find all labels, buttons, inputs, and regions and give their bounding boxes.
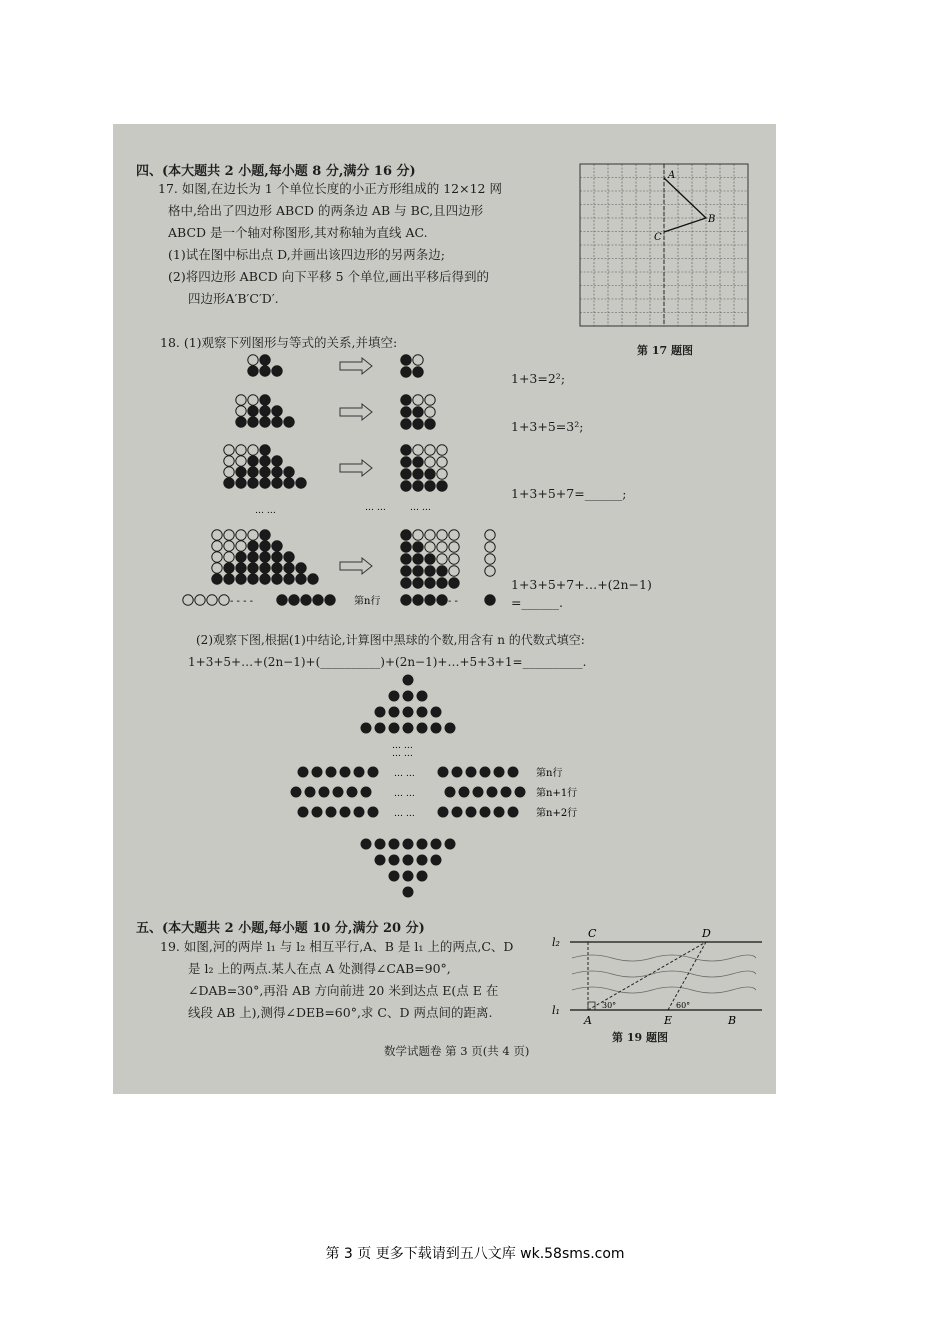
row-n-dashes-left: - - - - (230, 596, 254, 607)
black-ball (487, 787, 498, 798)
q19-line-4: 线段 AB 上),测得∠DEB=60°,求 C、D 两点间的距离. (188, 1005, 493, 1020)
black-ball (375, 839, 386, 850)
black-ball (284, 552, 294, 562)
label-a: A (668, 170, 676, 181)
white-ball (485, 566, 495, 576)
ellipsis: … … (394, 769, 415, 779)
ellipsis: … … (392, 749, 413, 759)
black-ball (389, 855, 400, 866)
black-ball (248, 417, 258, 427)
white-ball (449, 530, 459, 540)
black-ball (431, 707, 442, 718)
white-ball (413, 395, 423, 405)
black-ball (401, 457, 411, 467)
black-ball (291, 787, 302, 798)
hollow-arrow-icon (340, 404, 372, 420)
black-ball (260, 541, 270, 551)
exam-page-number: 数学试题卷 第 3 页(共 4 页) (384, 1044, 530, 1058)
section4-header: 四、(本大题共 2 小题,每小题 8 分,满分 16 分) (136, 164, 416, 179)
black-ball (413, 457, 423, 467)
q18-intro: 18. (1)观察下列图形与等式的关系,并填空: (160, 335, 398, 350)
black-ball (312, 807, 323, 818)
black-ball (375, 707, 386, 718)
black-ball (248, 574, 258, 584)
section5-header: 五、(本大题共 2 小题,每小题 10 分,满分 20 分) (136, 921, 425, 936)
black-ball (438, 807, 449, 818)
white-ball (485, 554, 495, 564)
black-ball (494, 807, 505, 818)
black-ball (361, 839, 372, 850)
black-ball (212, 574, 222, 584)
white-ball (224, 456, 234, 466)
black-ball (272, 478, 282, 488)
q17-line-1: 17. 如图,在边长为 1 个单位长度的小正方形组成的 12×12 网 (158, 181, 502, 196)
ellipsis-right: … … (410, 503, 431, 513)
black-ball (260, 552, 270, 562)
black-ball (417, 707, 428, 718)
white-ball (449, 566, 459, 576)
black-ball (361, 723, 372, 734)
q19-line-2: 是 l₂ 上的两点.某人在点 A 处测得∠CAB=90°, (188, 961, 451, 976)
white-ball (413, 530, 423, 540)
black-ball (473, 787, 484, 798)
black-ball (272, 541, 282, 551)
black-ball (326, 807, 337, 818)
black-ball (413, 542, 423, 552)
black-ball (260, 456, 270, 466)
black-ball (272, 406, 282, 416)
black-ball (298, 767, 309, 778)
black-ball (431, 723, 442, 734)
black-ball (308, 574, 318, 584)
white-ball (425, 457, 435, 467)
white-ball (248, 530, 258, 540)
black-ball (375, 855, 386, 866)
q19-line-3: ∠DAB=30°,再沿 AB 方向前进 20 米到达点 E(点 E 在 (188, 983, 499, 998)
black-ball (375, 723, 386, 734)
hollow-arrow-icon (340, 460, 372, 476)
black-ball (452, 807, 463, 818)
q17-line-4: (1)试在图中标出点 D,并画出该四边形的另两条边; (168, 247, 445, 262)
white-ball (413, 445, 423, 455)
white-ball (183, 595, 193, 605)
white-ball (437, 542, 447, 552)
black-ball (289, 595, 299, 605)
white-ball (413, 355, 423, 365)
label-a19: A (584, 1014, 592, 1027)
white-ball (224, 530, 234, 540)
white-ball (236, 456, 246, 466)
black-ball (413, 367, 423, 377)
black-ball (413, 595, 423, 605)
black-ball (466, 767, 477, 778)
black-ball (401, 355, 411, 365)
black-ball (284, 574, 294, 584)
black-ball (389, 707, 400, 718)
black-ball (296, 563, 306, 573)
black-ball (413, 578, 423, 588)
black-ball (425, 481, 435, 491)
white-ball (224, 445, 234, 455)
white-ball (236, 530, 246, 540)
black-ball (501, 787, 512, 798)
black-ball (480, 807, 491, 818)
white-ball (248, 355, 258, 365)
black-ball (401, 419, 411, 429)
black-ball (248, 456, 258, 466)
black-ball (260, 395, 270, 405)
black-ball (401, 469, 411, 479)
black-ball (272, 417, 282, 427)
black-ball (260, 366, 270, 376)
black-ball (437, 481, 447, 491)
white-ball (485, 530, 495, 540)
black-ball (313, 595, 323, 605)
row-n-dashes-right: - - (448, 596, 458, 607)
white-ball (212, 552, 222, 562)
black-ball (272, 366, 282, 376)
black-ball (224, 478, 234, 488)
black-ball (236, 478, 246, 488)
q19-text (160, 936, 513, 1024)
black-ball (368, 767, 379, 778)
black-ball (248, 552, 258, 562)
q17-line-2: 格中,给出了四边形 ABCD 的两条边 AB 与 BC,且四边形 (168, 203, 484, 218)
black-ball (277, 595, 287, 605)
black-ball (425, 554, 435, 564)
black-ball (284, 467, 294, 477)
black-ball (401, 542, 411, 552)
black-ball (248, 366, 258, 376)
q17-caption: 第 17 题图 (637, 344, 693, 357)
ellipsis: … … (394, 789, 415, 799)
black-ball (403, 707, 414, 718)
ellipsis: … … (392, 741, 413, 751)
ellipsis-left-2: … … (255, 506, 276, 516)
black-ball (298, 807, 309, 818)
page-footer: 第 3 页 更多下载请到五八文库 wk.58sms.com (325, 1246, 625, 1262)
diamond-label-n2: 第n+2行 (536, 808, 578, 819)
q18-part2-equation: 1+3+5+…+(2n−1)+(__________)+(2n−1)+…+5+3+1=__________. (188, 655, 587, 669)
white-ball (236, 445, 246, 455)
white-ball (248, 395, 258, 405)
black-ball (401, 554, 411, 564)
black-ball (413, 481, 423, 491)
black-ball (260, 355, 270, 365)
q19-line-1: 19. 如图,河的两岸 l₁ 与 l₂ 相互平行,A、B 是 l₁ 上的两点,C、D (160, 939, 514, 954)
black-ball (413, 469, 423, 479)
black-ball (260, 445, 270, 455)
black-ball (401, 595, 411, 605)
black-ball (445, 839, 456, 850)
black-ball (236, 574, 246, 584)
black-ball (417, 691, 428, 702)
black-ball (466, 807, 477, 818)
black-ball (515, 787, 526, 798)
white-ball (236, 406, 246, 416)
white-ball (236, 395, 246, 405)
white-ball (219, 595, 229, 605)
black-ball (272, 552, 282, 562)
ellipsis-left: … … (365, 503, 386, 513)
black-ball (417, 723, 428, 734)
white-ball (212, 563, 222, 573)
black-ball (480, 767, 491, 778)
black-ball (494, 767, 505, 778)
black-ball (260, 406, 270, 416)
black-ball (413, 554, 423, 564)
black-ball (326, 767, 337, 778)
black-ball (417, 855, 428, 866)
label-c: C (654, 232, 662, 243)
black-ball (401, 407, 411, 417)
label-b19: B (728, 1014, 737, 1027)
black-ball (333, 787, 344, 798)
black-ball (403, 839, 414, 850)
label-e19: E (664, 1014, 673, 1027)
black-ball (401, 566, 411, 576)
white-ball (437, 469, 447, 479)
white-ball (224, 467, 234, 477)
black-ball (445, 723, 456, 734)
black-ball (260, 467, 270, 477)
black-ball (459, 787, 470, 798)
white-ball (437, 530, 447, 540)
q19-river-figure (548, 922, 766, 1032)
black-ball (425, 469, 435, 479)
black-ball (312, 767, 323, 778)
q17-line-5: (2)将四边形 ABCD 向下平移 5 个单位,画出平移后得到的 (168, 269, 490, 284)
black-ball (248, 563, 258, 573)
label-d19: D (702, 927, 711, 940)
q19-caption: 第 19 题图 (612, 1031, 668, 1044)
black-ball (403, 855, 414, 866)
black-ball (425, 578, 435, 588)
diamond-label-n: 第n行 (536, 768, 563, 779)
white-ball (212, 541, 222, 551)
black-ball (284, 563, 294, 573)
black-ball (401, 481, 411, 491)
black-ball (403, 675, 414, 686)
black-ball (401, 395, 411, 405)
black-ball (431, 855, 442, 866)
black-ball (389, 723, 400, 734)
black-ball (438, 767, 449, 778)
black-ball (437, 578, 447, 588)
black-ball (260, 574, 270, 584)
black-ball (403, 871, 414, 882)
white-ball (437, 445, 447, 455)
black-ball (305, 787, 316, 798)
black-ball (272, 563, 282, 573)
black-ball (272, 456, 282, 466)
black-ball (437, 566, 447, 576)
black-ball (296, 574, 306, 584)
black-ball (236, 467, 246, 477)
black-ball (413, 419, 423, 429)
black-ball (413, 566, 423, 576)
q18-eq3: 1+3+5+7=______; (511, 486, 627, 501)
black-ball (508, 767, 519, 778)
q18-eq1: 1+3=2²; (511, 371, 566, 386)
black-ball (401, 445, 411, 455)
black-ball (260, 563, 270, 573)
black-ball (347, 787, 358, 798)
black-ball (248, 478, 258, 488)
white-ball (425, 407, 435, 417)
q18-part2: (2)观察下图,根据(1)中结论,计算图中黑球的个数,用含有 n 的代数式填空: (196, 633, 585, 647)
label-b: B (708, 214, 716, 225)
black-ball (284, 417, 294, 427)
black-ball (248, 467, 258, 477)
q18-eq4: 1+3+5+7+…+(2n−1) (511, 577, 652, 592)
black-ball (354, 767, 365, 778)
white-ball (248, 445, 258, 455)
black-ball (425, 595, 435, 605)
diamond-label-n1: 第n+1行 (536, 788, 578, 799)
black-ball (260, 478, 270, 488)
white-ball (425, 530, 435, 540)
q17-line-6: 四边形A′B′C′D′. (188, 291, 279, 306)
black-ball (425, 419, 435, 429)
black-ball (403, 887, 414, 898)
q18-dot-patterns (170, 348, 510, 618)
white-ball (212, 530, 222, 540)
black-ball (260, 530, 270, 540)
segment-ad (588, 942, 706, 1010)
black-ball (296, 478, 306, 488)
black-ball (272, 574, 282, 584)
black-ball (508, 807, 519, 818)
white-ball (207, 595, 217, 605)
black-ball (445, 787, 456, 798)
black-ball (368, 807, 379, 818)
white-ball (224, 552, 234, 562)
black-ball (389, 691, 400, 702)
angle-30-label: 30° (602, 1001, 617, 1010)
white-ball (425, 445, 435, 455)
label-l2: l₂ (552, 936, 560, 949)
q18-eq4-answer: =______. (511, 595, 563, 610)
black-ball (301, 595, 311, 605)
black-ball (401, 367, 411, 377)
label-c19: C (588, 927, 597, 940)
black-ball (403, 723, 414, 734)
black-ball (236, 552, 246, 562)
black-ball (224, 574, 234, 584)
white-ball (437, 457, 447, 467)
q17-grid-figure (576, 160, 756, 335)
black-ball (401, 578, 411, 588)
black-ball (325, 595, 335, 605)
hollow-arrow-icon (340, 558, 372, 574)
black-ball (401, 530, 411, 540)
black-ball (389, 871, 400, 882)
white-ball (195, 595, 205, 605)
black-ball (340, 807, 351, 818)
black-ball (248, 406, 258, 416)
white-ball (236, 541, 246, 551)
white-ball (449, 554, 459, 564)
hollow-arrow-icon (340, 358, 372, 374)
black-ball (236, 563, 246, 573)
white-ball (425, 542, 435, 552)
black-ball (389, 839, 400, 850)
black-ball (449, 578, 459, 588)
black-ball (431, 839, 442, 850)
q18-diamond-figure (280, 672, 600, 912)
white-ball (425, 395, 435, 405)
black-ball (319, 787, 330, 798)
angle-60-label: 60° (676, 1001, 691, 1010)
black-ball (354, 807, 365, 818)
row-n-label: 第n行 (354, 596, 381, 607)
black-ball (248, 541, 258, 551)
black-ball (236, 417, 246, 427)
ellipsis: … … (394, 809, 415, 819)
white-ball (449, 542, 459, 552)
white-ball (485, 542, 495, 552)
q17-line-3: ABCD 是一个轴对称图形,其对称轴为直线 AC. (168, 225, 428, 240)
black-ball (452, 767, 463, 778)
white-ball (437, 554, 447, 564)
black-ball (284, 478, 294, 488)
black-ball (260, 417, 270, 427)
black-ball (485, 595, 495, 605)
black-ball (417, 871, 428, 882)
q17-text (158, 178, 502, 310)
black-ball (403, 691, 414, 702)
black-ball (361, 787, 372, 798)
black-ball (272, 467, 282, 477)
q18-eq2: 1+3+5=3²; (511, 419, 584, 434)
black-ball (437, 595, 447, 605)
black-ball (340, 767, 351, 778)
black-ball (413, 407, 423, 417)
white-ball (224, 541, 234, 551)
label-l1: l₁ (552, 1004, 560, 1017)
black-ball (224, 563, 234, 573)
black-ball (425, 566, 435, 576)
segments-ab-bc (664, 178, 706, 232)
black-ball (417, 839, 428, 850)
